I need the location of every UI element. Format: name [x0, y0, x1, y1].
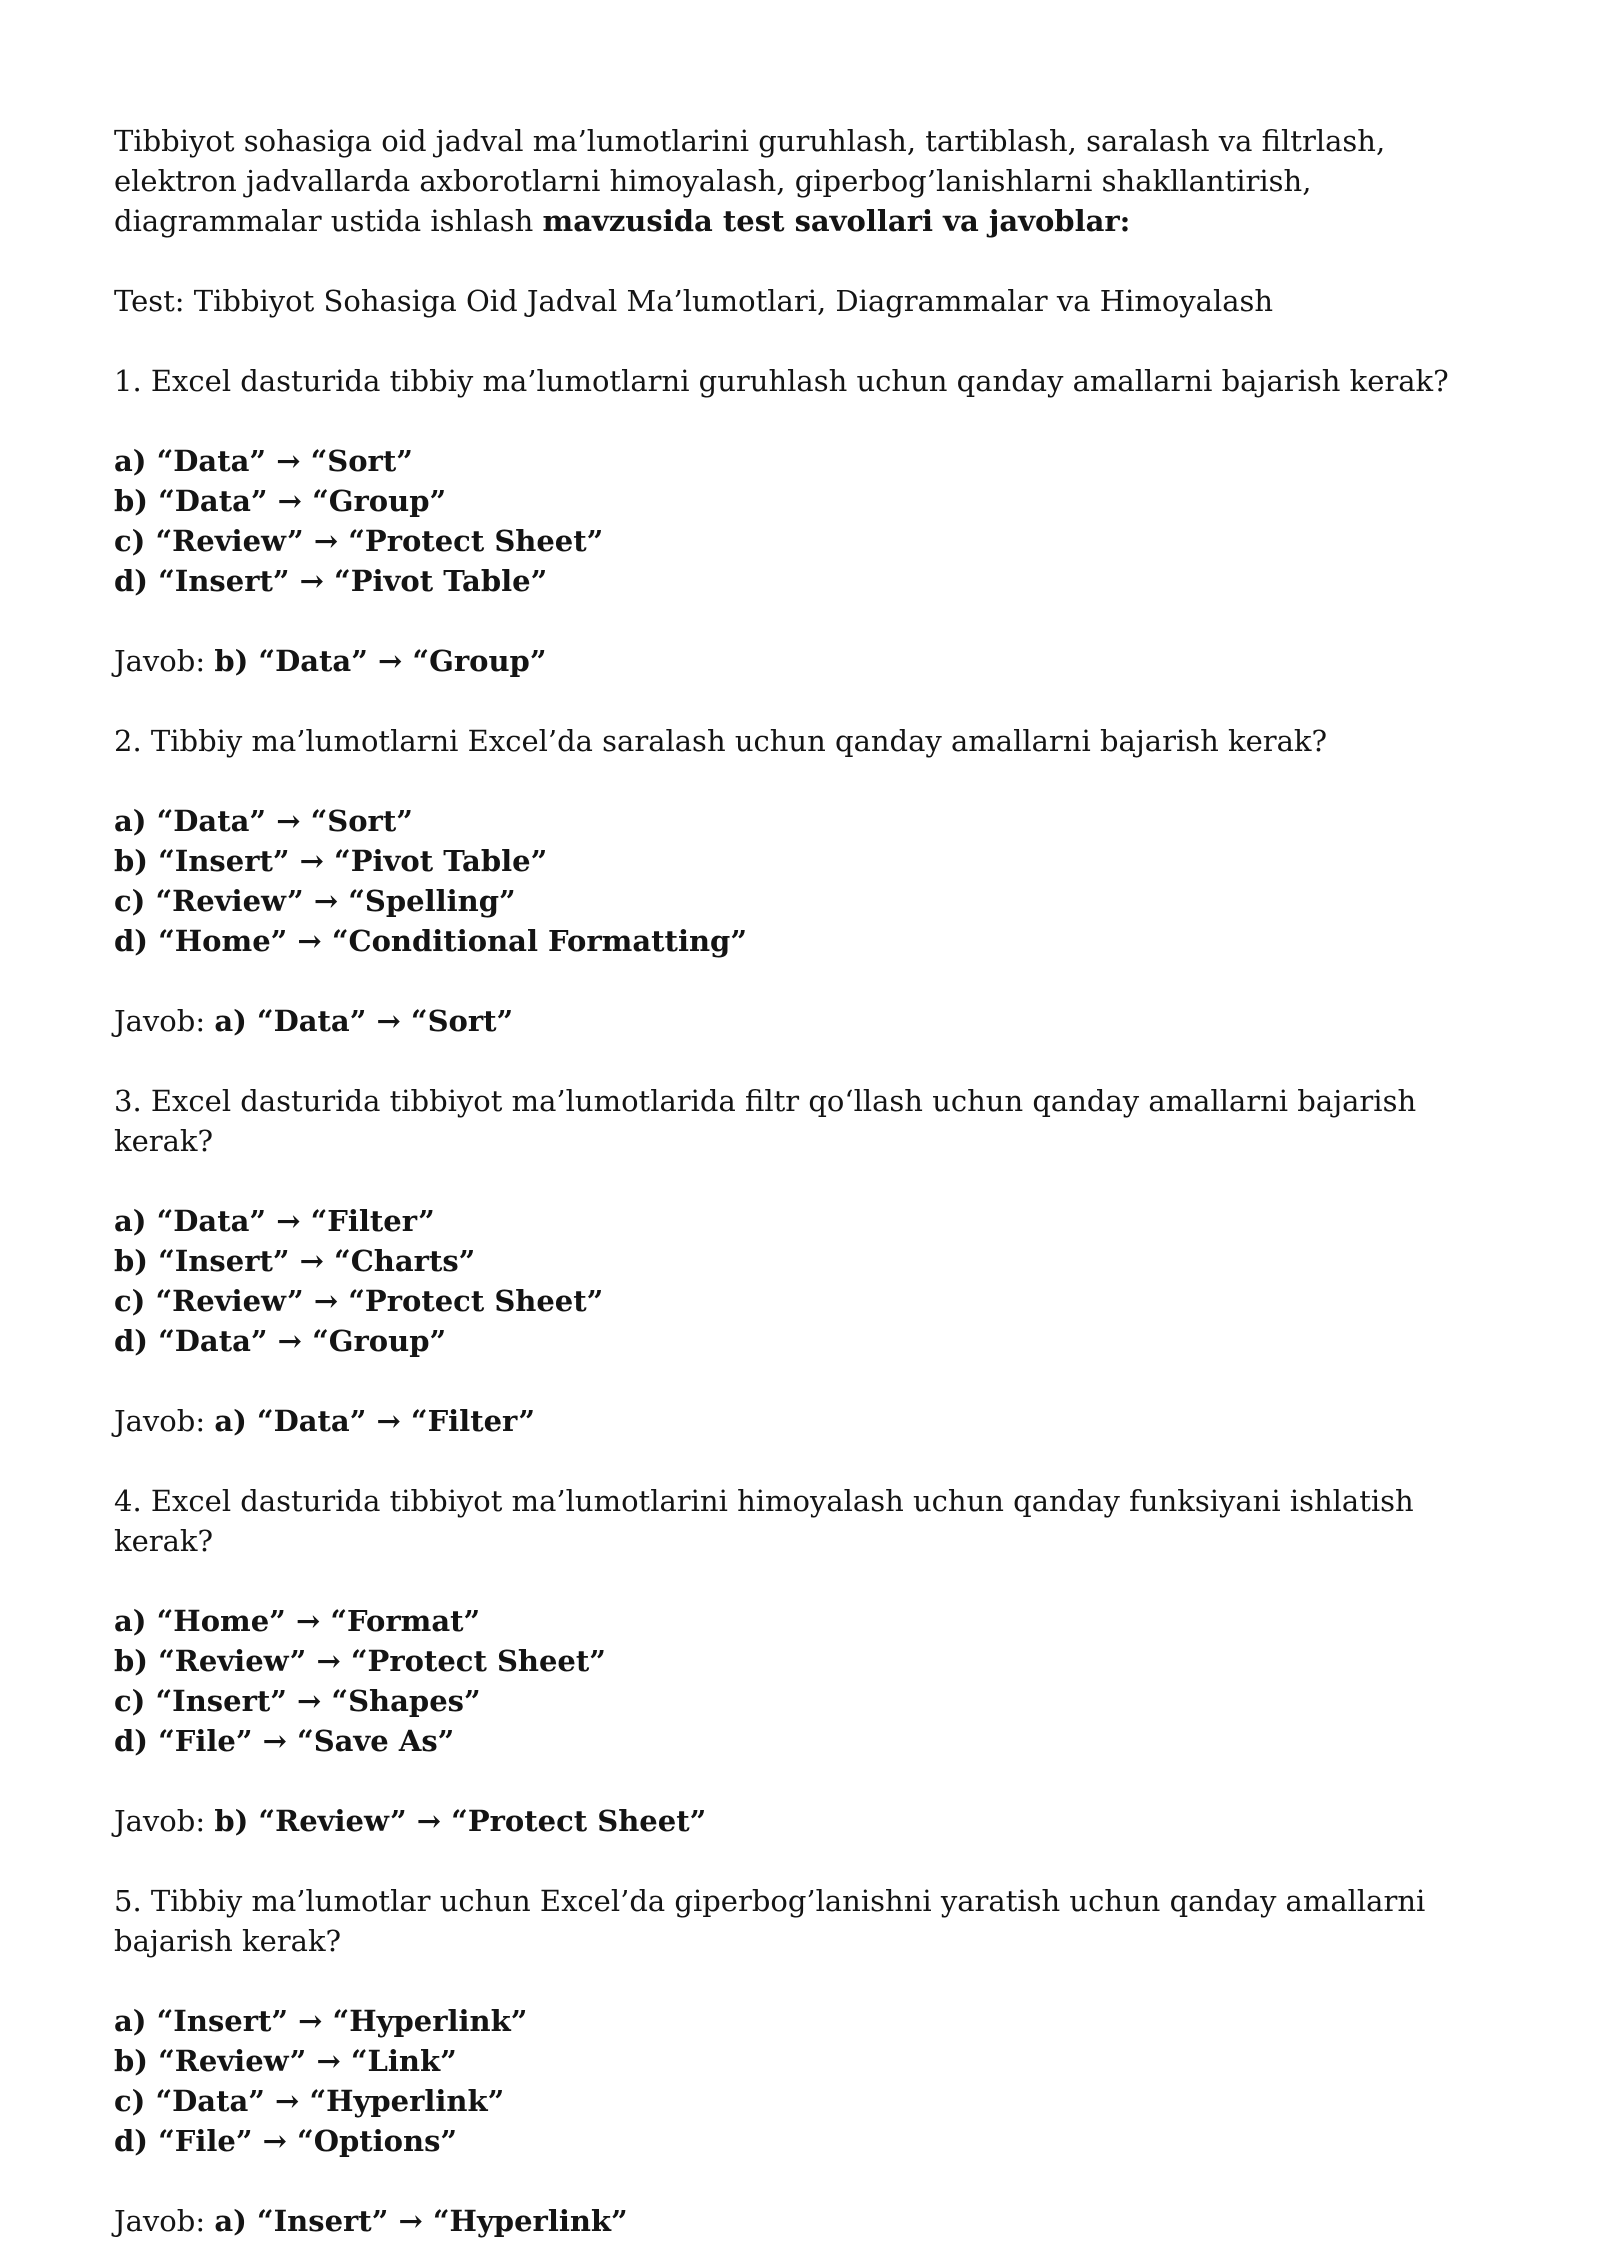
- option-item: b) “Insert” → “Pivot Table”: [114, 844, 548, 878]
- answer-label: Javob:: [114, 644, 215, 678]
- option-item: b) “Data” → “Group”: [114, 484, 447, 518]
- option-item: d) “Insert” → “Pivot Table”: [114, 564, 548, 598]
- question-list: [114, 361, 1514, 2241]
- answer-value: a) “Data” → “Filter”: [214, 1404, 536, 1438]
- option-list: [114, 801, 1514, 961]
- option-item: b) “Insert” → “Charts”: [114, 1244, 476, 1278]
- option-item: c) “Review” → “Spelling”: [114, 884, 516, 918]
- option-list: [114, 1201, 1514, 1361]
- option-item: d) “Home” → “Conditional Formatting”: [114, 924, 748, 958]
- option-item: c) “Data” → “Hyperlink”: [114, 2084, 505, 2118]
- option-item: a) “Data” → “Sort”: [114, 804, 413, 838]
- answer-value: b) “Review” → “Protect Sheet”: [214, 1804, 707, 1838]
- option-item: c) “Review” → “Protect Sheet”: [114, 1284, 604, 1318]
- option-list: [114, 1601, 1514, 1761]
- answer-line: [114, 1801, 1514, 1841]
- answer-label: Javob:: [114, 1804, 215, 1838]
- answer-line: [114, 2201, 1514, 2241]
- intro-text: Tibbiyot sohasiga oid jadval ma’lumotlarini guruhlash, tartiblash, saralash va filtrlash, elektron jadvallarda axborotlarni himoyalash, giperbog’lanishlarni shakllantirish, diagrammalar ustida ishlash: [114, 124, 1386, 238]
- option-list: [114, 2001, 1514, 2161]
- option-item: a) “Data” → “Sort”: [114, 444, 413, 478]
- answer-line: [114, 641, 1514, 681]
- question-text: 4. Excel dasturida tibbiyot ma’lumotlarini himoyalash uchun qanday funksiyani ishlatish kerak?: [114, 1484, 1414, 1558]
- option-item: c) “Insert” → “Shapes”: [114, 1684, 481, 1718]
- question-text: 5. Tibbiy ma’lumotlar uchun Excel’da giperbog’lanishni yaratish uchun qanday amallarni bajarish kerak?: [114, 1884, 1426, 1958]
- answer-value: b) “Data” → “Group”: [214, 644, 547, 678]
- answer-label: Javob:: [114, 1404, 215, 1438]
- document-page: [114, 121, 1514, 2241]
- answer-line: [114, 1401, 1514, 1441]
- question-text: 2. Tibbiy ma’lumotlarni Excel’da saralash uchun qanday amallarni bajarish kerak?: [114, 724, 1328, 758]
- option-item: a) “Data” → “Filter”: [114, 1204, 435, 1238]
- answer-value: a) “Data” → “Sort”: [214, 1004, 514, 1038]
- question-block-1: [114, 361, 1514, 681]
- option-item: c) “Review” → “Protect Sheet”: [114, 524, 604, 558]
- question-text: 3. Excel dasturida tibbiyot ma’lumotlarida filtr qo‘llash uchun qanday amallarni bajarish kerak?: [114, 1084, 1417, 1158]
- answer-label: Javob:: [114, 1004, 215, 1038]
- test-title: Test: Tibbiyot Sohasiga Oid Jadval Ma’lumotlari, Diagrammalar va Himoyalash: [114, 284, 1274, 318]
- option-item: d) “Data” → “Group”: [114, 1324, 447, 1358]
- answer-line: [114, 1001, 1514, 1041]
- question-block-4: [114, 1481, 1514, 1841]
- intro-paragraph: [114, 121, 1514, 241]
- answer-value: a) “Insert” → “Hyperlink”: [214, 2204, 628, 2238]
- option-list: [114, 441, 1514, 601]
- question-text: 1. Excel dasturida tibbiy ma’lumotlarni guruhlash uchun qanday amallarni bajarish kerak?: [114, 364, 1449, 398]
- question-block-5: [114, 1881, 1514, 2241]
- question-block-2: [114, 721, 1514, 1041]
- option-item: b) “Review” → “Protect Sheet”: [114, 1644, 606, 1678]
- answer-label: Javob:: [114, 2204, 215, 2238]
- option-item: a) “Insert” → “Hyperlink”: [114, 2004, 528, 2038]
- option-item: d) “File” → “Save As”: [114, 1724, 455, 1758]
- question-block-3: [114, 1081, 1514, 1441]
- intro-bold-text: mavzusida test savollari va javoblar:: [542, 204, 1131, 238]
- option-item: d) “File” → “Options”: [114, 2124, 458, 2158]
- option-item: a) “Home” → “Format”: [114, 1604, 481, 1638]
- option-item: b) “Review” → “Link”: [114, 2044, 457, 2078]
